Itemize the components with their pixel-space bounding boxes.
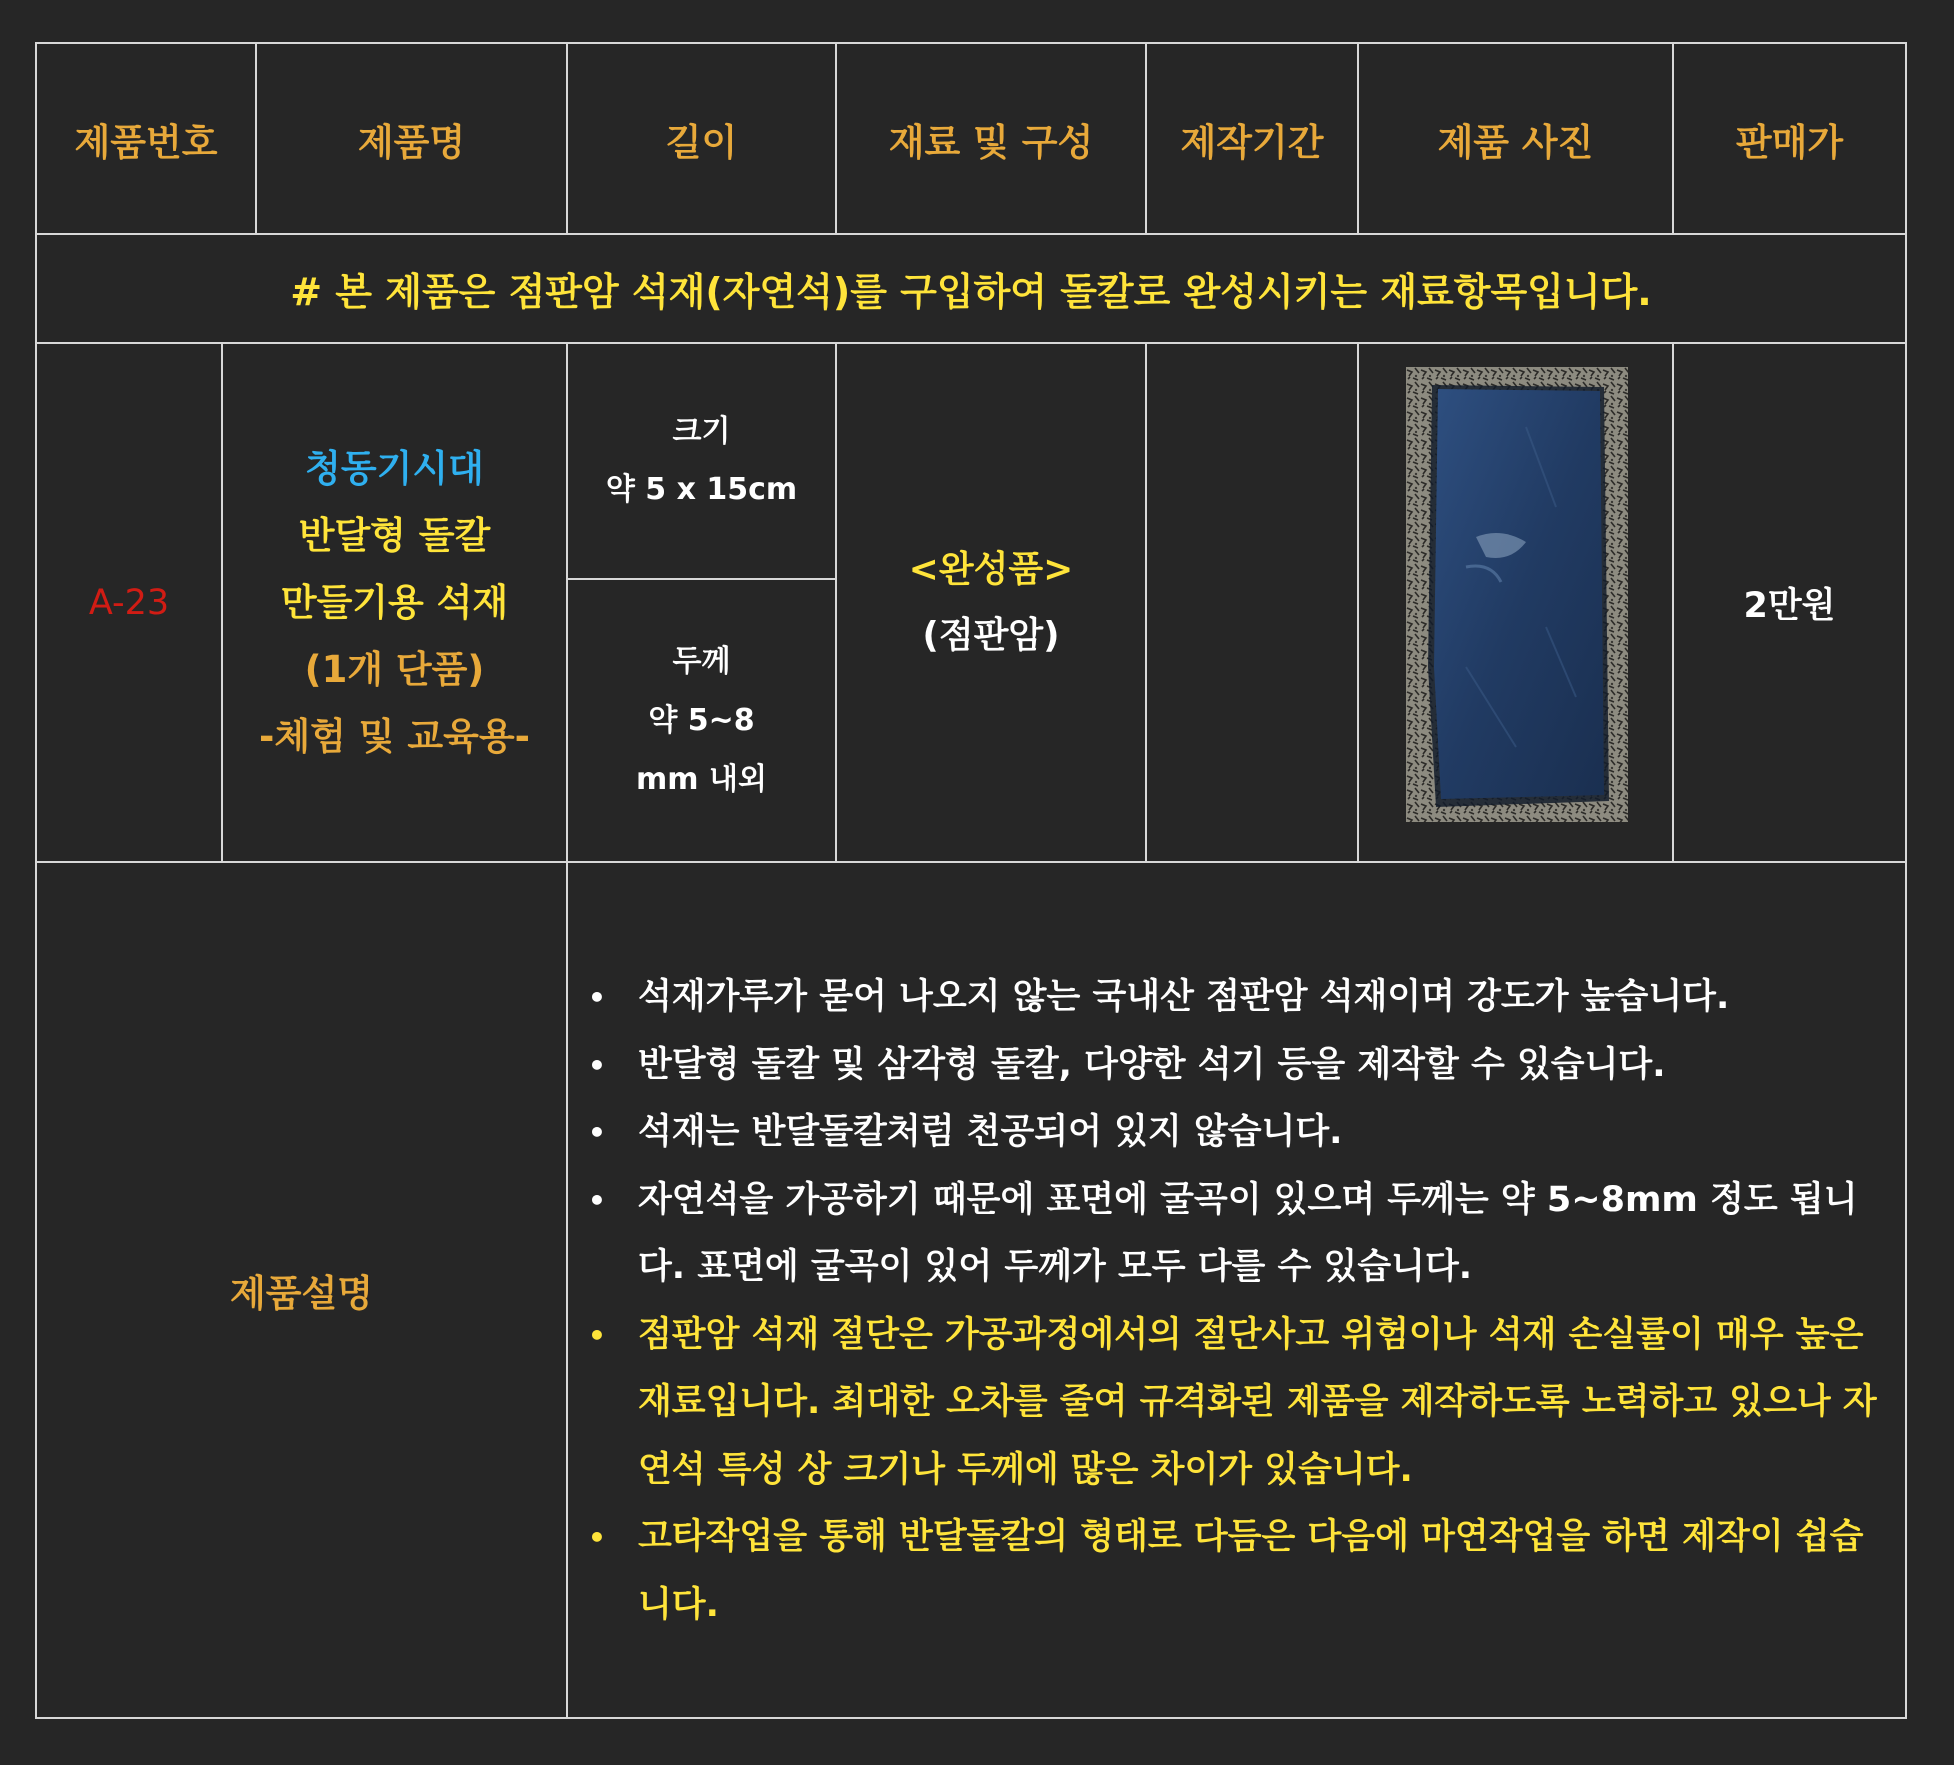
product-price: 2만원 xyxy=(1743,585,1836,626)
product-name xyxy=(223,344,566,861)
description-item: • 석재는 반달돌칼처럼 천공되어 있지 않습니다. xyxy=(586,1099,1896,1167)
thickness-label: 두께 xyxy=(672,644,731,679)
header-product-name: 제품명 xyxy=(357,120,466,164)
header-production-period: 제작기간 xyxy=(1180,120,1324,164)
product-name-line-1: 청동기시대 xyxy=(305,447,484,490)
product-id: A-23 xyxy=(88,582,170,623)
thickness-value-1: 약 5~8 xyxy=(648,703,755,738)
thickness-value-2: mm 내외 xyxy=(636,762,767,797)
product-material xyxy=(837,344,1145,861)
description-item: • 석재가루가 묻어 나오지 않는 국내산 점판암 석재이며 강도가 높습니다. xyxy=(586,964,1896,1032)
description-content xyxy=(586,964,1896,1639)
material-line-1: <완성품> xyxy=(908,548,1074,590)
header-price: 판매가 xyxy=(1735,120,1844,164)
product-name-line-3: 만들기용 석재 xyxy=(280,581,509,624)
header-photo: 제품 사진 xyxy=(1437,120,1594,164)
product-photo-cell xyxy=(1359,344,1672,861)
notice-text: # 본 제품은 점판암 석재(자연석)를 구입하여 돌칼로 완성시키는 재료항목입니다. xyxy=(290,270,1652,314)
description-label: 제품설명 xyxy=(230,1272,373,1315)
description-item: • 반달형 돌칼 및 삼각형 돌칼, 다양한 석기 등을 제작할 수 있습니다. xyxy=(586,1032,1896,1100)
product-thickness xyxy=(568,580,835,861)
header-material: 재료 및 구성 xyxy=(888,120,1094,164)
size-label: 크기 xyxy=(672,414,731,449)
product-name-line-5: -체험 및 교육용- xyxy=(259,715,530,758)
product-name-line-4: (1개 단품) xyxy=(304,648,485,691)
header-product-no: 제품번호 xyxy=(74,120,218,164)
table-border-right xyxy=(1905,42,1907,1719)
table-border-bottom xyxy=(35,1717,1907,1719)
description-item: • 자연석을 가공하기 때문에 표면에 굴곡이 있으며 두께는 약 5~8mm 정도 됩니다. 표면에 굴곡이 있어 두께가 모두 다를 수 있습니다. xyxy=(586,1167,1896,1302)
product-name-line-2: 반달형 돌칼 xyxy=(298,514,491,557)
description-item: • 점판암 석재 절단은 가공과정에서의 절단사고 위험이나 석재 손실률이 매우 높은 재료입니다. 최대한 오차를 줄여 규격화된 제품을 제작하도록 노력하고 있으나 자연석 특성 상 크기나 두께에 많은 차이가 있습니다. xyxy=(586,1302,1896,1505)
product-photo xyxy=(1406,367,1628,822)
description-item: • 고타작업을 통해 반달돌칼의 형태로 다듬은 다음에 마연작업을 하면 제작이 쉽습니다. xyxy=(586,1504,1896,1639)
product-size xyxy=(568,344,835,578)
product-production-period xyxy=(1147,344,1357,861)
size-value: 약 5 x 15cm xyxy=(605,472,798,507)
material-line-2: (점판암) xyxy=(922,614,1060,656)
description-list xyxy=(586,964,1896,1639)
header-length: 길이 xyxy=(665,120,738,164)
